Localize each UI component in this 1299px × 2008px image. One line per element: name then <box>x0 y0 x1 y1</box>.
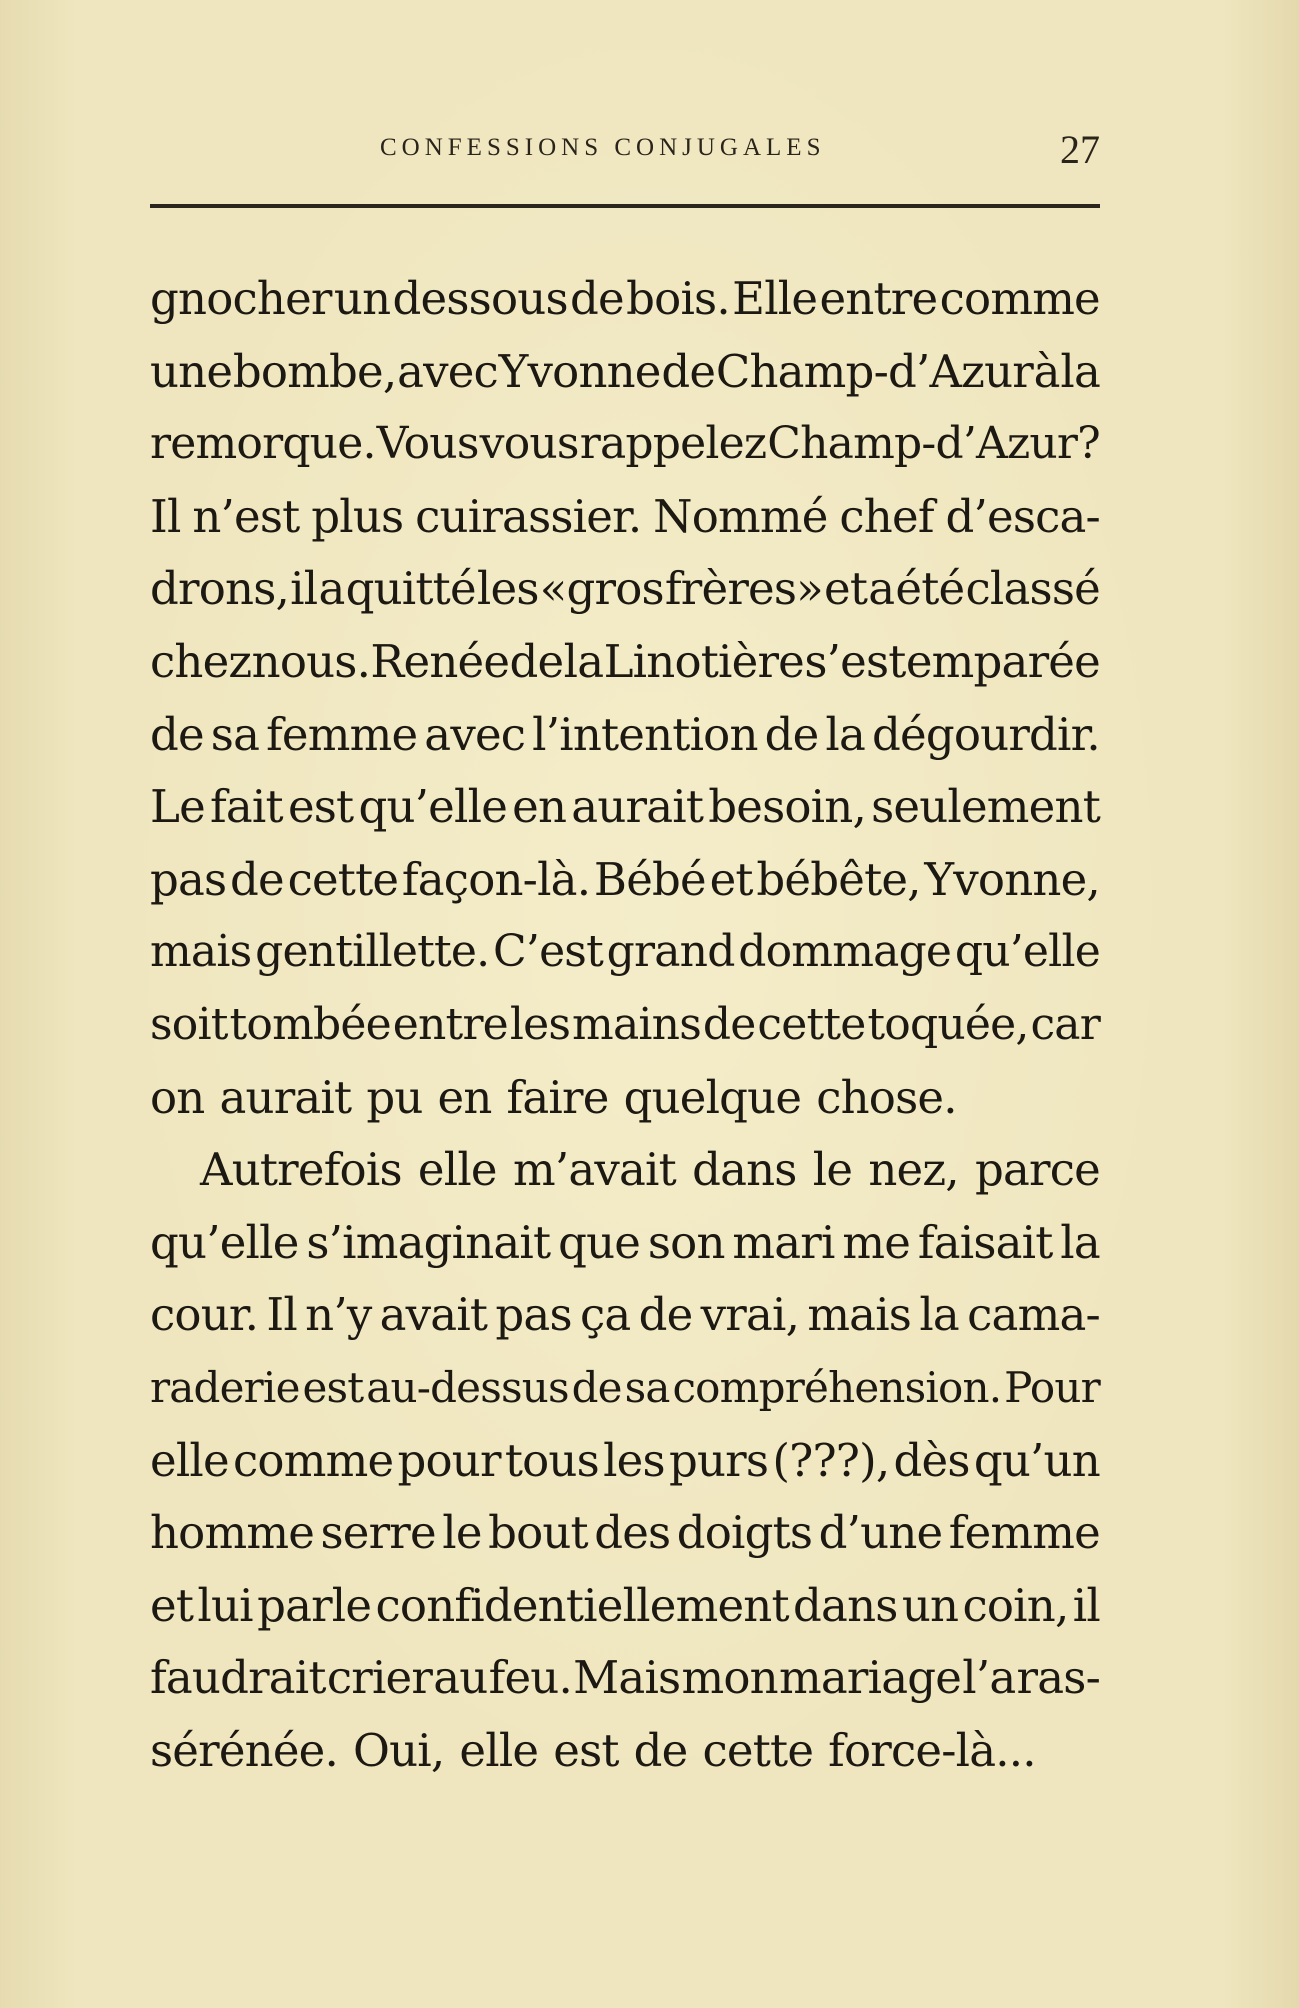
word: Yvonne, <box>924 852 1100 906</box>
word: purs <box>668 1433 769 1487</box>
word: pu <box>366 1070 423 1124</box>
body-text <box>150 263 1100 1787</box>
word: la <box>1060 344 1100 398</box>
text-line <box>150 844 1100 917</box>
text-line <box>150 263 1100 336</box>
text-line <box>150 1642 1100 1715</box>
word: son <box>647 1215 725 1269</box>
word: doigts <box>676 1506 813 1560</box>
word: les <box>476 562 539 616</box>
word: mon <box>681 1651 778 1705</box>
word: Bébé <box>593 852 706 906</box>
word: bout <box>488 1506 588 1560</box>
word: de <box>702 998 756 1050</box>
word: serre <box>320 1506 436 1560</box>
word: n’est <box>192 489 300 543</box>
running-header <box>150 127 1100 172</box>
word: quelque <box>623 1070 802 1124</box>
word: des <box>594 1506 671 1560</box>
word: faisait <box>917 1215 1053 1269</box>
word: au <box>433 1651 488 1705</box>
word: en <box>437 1070 492 1124</box>
word: dès <box>893 1433 970 1487</box>
word: dans <box>793 1578 898 1632</box>
word: confidentiellement <box>375 1578 789 1632</box>
word: cour. <box>150 1288 259 1342</box>
word: Il <box>150 489 181 543</box>
word: feu. <box>488 1651 572 1705</box>
word: seulement <box>871 780 1100 834</box>
word: crier <box>326 1651 433 1705</box>
word: nous. <box>251 634 371 688</box>
text-line <box>150 1570 1100 1643</box>
text-line <box>150 699 1100 772</box>
word: de <box>661 344 716 398</box>
word: de <box>509 634 564 688</box>
word: bébête, <box>756 852 921 906</box>
word: (???), <box>772 1433 890 1487</box>
word: Linotière <box>603 634 804 688</box>
word: le <box>442 1506 482 1560</box>
word: emparée <box>905 634 1100 688</box>
word: C’est <box>493 926 603 978</box>
word: gnocher <box>150 272 332 325</box>
word: classé <box>965 562 1100 616</box>
word: est <box>287 780 354 834</box>
running-title: CONFESSIONS CONJUGALES <box>380 134 826 161</box>
word: la <box>563 634 604 688</box>
word: la <box>919 1288 959 1342</box>
word: que <box>558 1215 641 1269</box>
word: dommage <box>738 926 952 978</box>
word: elle <box>417 1143 497 1197</box>
text-line <box>150 626 1100 699</box>
word: bois. <box>626 272 730 325</box>
word: l’a <box>962 1651 1016 1705</box>
word: soit <box>150 998 228 1050</box>
word: de <box>150 707 204 761</box>
word: faudrait <box>150 1651 326 1705</box>
word: dessous <box>392 272 568 325</box>
word: en <box>512 780 567 834</box>
word: car <box>1030 998 1100 1050</box>
text-line <box>150 916 1100 989</box>
word: rappelez <box>579 418 767 470</box>
word: sa <box>210 707 260 761</box>
word: une <box>150 344 233 398</box>
text-line <box>150 1715 1100 1788</box>
word: comme <box>939 272 1100 325</box>
word: raderie <box>150 1362 300 1412</box>
word: homme <box>150 1506 315 1560</box>
word: qu’un <box>973 1433 1100 1487</box>
word: tous <box>504 1433 599 1487</box>
word: m’avait <box>512 1143 676 1197</box>
word: Le <box>150 780 205 834</box>
word: a <box>868 562 895 616</box>
word: les <box>603 1433 665 1487</box>
word: ça <box>579 1288 631 1342</box>
word: grand <box>606 926 735 978</box>
word: de <box>764 707 819 761</box>
word: cette <box>702 1723 814 1777</box>
word: drons, <box>150 562 289 616</box>
word: il <box>1072 1578 1100 1632</box>
text-line <box>150 1062 1100 1135</box>
word: été <box>895 562 965 616</box>
word: comme <box>233 1433 394 1487</box>
word: vous <box>479 418 579 470</box>
word: mariage <box>779 1651 962 1705</box>
word: pas <box>150 852 227 906</box>
word: de <box>571 1362 622 1412</box>
word: d’une <box>818 1506 943 1560</box>
text-line <box>150 1207 1100 1280</box>
word: force-là... <box>828 1723 1036 1777</box>
word: et <box>709 852 753 906</box>
word: femme <box>266 707 418 761</box>
word: elle <box>459 1723 539 1777</box>
header-rule <box>150 204 1100 208</box>
word: toquée, <box>867 998 1029 1050</box>
word: bombe, <box>232 344 397 398</box>
word: sa <box>624 1362 670 1412</box>
word: chose. <box>816 1070 957 1124</box>
word: Elle <box>732 272 818 325</box>
word: mari <box>732 1215 835 1269</box>
word: elle <box>150 1433 229 1487</box>
word: Yvonne <box>498 344 661 398</box>
word: a <box>318 562 345 616</box>
word: pour <box>397 1433 501 1487</box>
word: façon-là. <box>401 852 591 906</box>
word: sérénée. <box>150 1723 339 1777</box>
word: nez, <box>868 1143 959 1197</box>
word: Pour <box>1004 1362 1100 1412</box>
word: vrai, <box>700 1288 800 1342</box>
word: un <box>901 1578 959 1632</box>
word: faire <box>506 1070 609 1124</box>
word: et <box>824 562 868 616</box>
text-line <box>150 771 1100 844</box>
text-line <box>150 481 1100 554</box>
word: la <box>825 707 866 761</box>
text-line <box>150 1352 1100 1425</box>
word: avait <box>379 1288 488 1342</box>
word: lui <box>197 1578 253 1632</box>
word: s’imaginait <box>306 1215 551 1269</box>
word: entre <box>392 998 508 1050</box>
word: est <box>302 1362 364 1412</box>
word: me <box>842 1215 911 1269</box>
word: ras- <box>1016 1651 1100 1705</box>
word: Champ-d’Azur <box>715 344 1033 398</box>
word: entre <box>819 272 938 325</box>
word: «gros <box>539 562 664 616</box>
word: cuirassier. <box>415 489 642 543</box>
word: plus <box>311 489 404 543</box>
word: parle <box>257 1578 372 1632</box>
word: il <box>290 562 318 616</box>
text-line <box>150 1497 1100 1570</box>
word: les <box>509 998 571 1050</box>
word: Renée <box>370 634 510 688</box>
word: de <box>570 272 624 325</box>
word: Il <box>266 1288 297 1342</box>
text-line <box>150 553 1100 626</box>
word: de <box>230 852 284 906</box>
word: coin, <box>962 1578 1069 1632</box>
word: n’y <box>305 1288 372 1342</box>
word: mais <box>150 926 252 978</box>
word: mains <box>572 998 701 1050</box>
word: remorque. <box>150 418 376 470</box>
word: chez <box>150 634 252 688</box>
text-line <box>150 408 1100 481</box>
word: gentillette. <box>255 926 490 978</box>
word: Vous <box>376 418 479 470</box>
word: de <box>633 1723 688 1777</box>
word: Nommé <box>653 489 828 543</box>
word: compréhension. <box>672 1362 1002 1412</box>
word: s’est <box>804 634 906 688</box>
word: d’esca- <box>945 489 1100 543</box>
word: Autrefois <box>200 1143 402 1197</box>
word: besoin, <box>708 780 866 834</box>
word: de <box>638 1288 693 1342</box>
page-number: 27 <box>1060 127 1100 172</box>
word: Champ-d’Azur? <box>767 418 1100 470</box>
word: aurait <box>571 780 704 834</box>
word: le <box>812 1143 853 1197</box>
word: on <box>150 1070 205 1124</box>
word: cama- <box>967 1288 1100 1342</box>
word: fait <box>210 780 283 834</box>
word: et <box>150 1578 194 1632</box>
word: femme <box>948 1506 1100 1560</box>
word: avec <box>397 344 498 398</box>
word: au-dessus <box>366 1362 569 1412</box>
word: mais <box>807 1288 912 1342</box>
word: parce <box>974 1143 1100 1197</box>
word: qu’elle <box>150 1215 299 1269</box>
word: dégourdir. <box>872 707 1100 761</box>
word: Mais <box>573 1651 681 1705</box>
word: cette <box>757 998 866 1050</box>
text-line <box>150 1134 1100 1207</box>
word: dans <box>692 1143 797 1197</box>
text-line <box>150 1425 1100 1498</box>
word: la <box>1060 1215 1100 1269</box>
word: pas <box>495 1288 572 1342</box>
word: qu’elle <box>358 780 508 834</box>
word: avec <box>424 707 526 761</box>
word: tombée <box>229 998 391 1050</box>
word: quitté <box>345 562 476 616</box>
word: frères» <box>664 562 823 616</box>
word: Oui, <box>353 1723 445 1777</box>
text-line <box>150 989 1100 1062</box>
word: cette <box>287 852 399 906</box>
word: un <box>333 272 391 325</box>
word: aurait <box>219 1070 352 1124</box>
word: l’intention <box>532 707 758 761</box>
text-line <box>150 1279 1100 1352</box>
word: qu’elle <box>954 926 1100 978</box>
word: chef <box>839 489 934 543</box>
word: à <box>1033 344 1060 398</box>
text-line <box>150 336 1100 409</box>
word: est <box>553 1723 619 1777</box>
